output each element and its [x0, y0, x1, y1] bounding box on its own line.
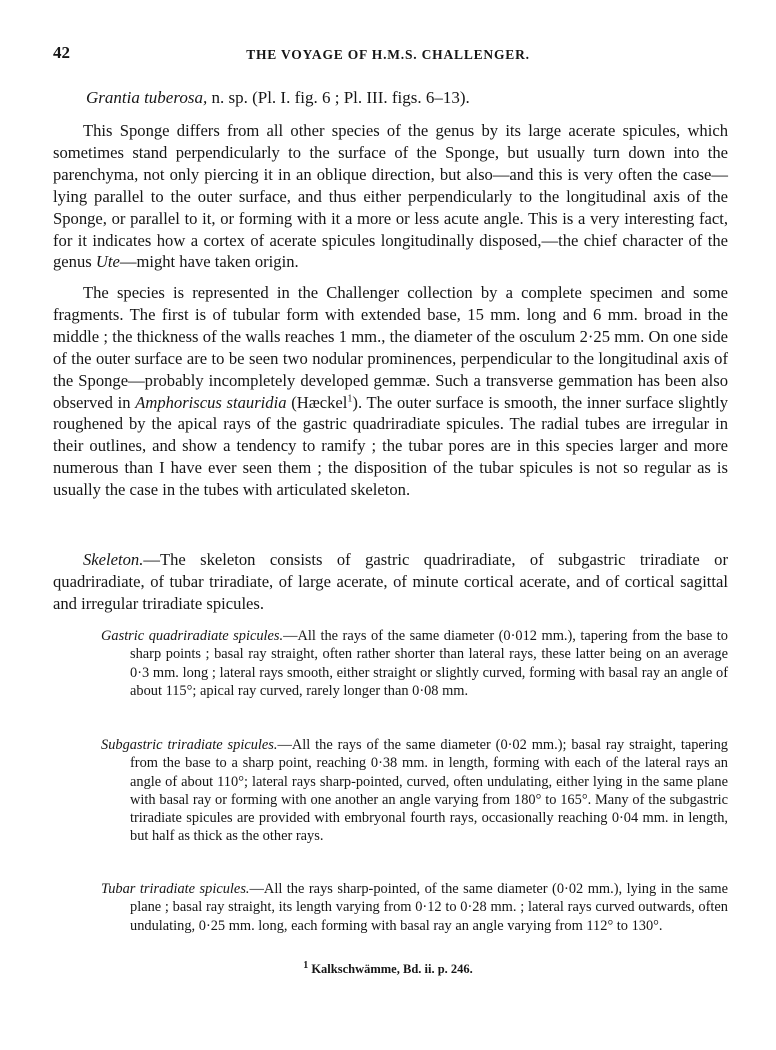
footnote-mark: 1: [303, 959, 309, 971]
tubar-spicules-text: —All the rays sharp-pointed, of the same diameter (0·02 mm.), lying in the same plane ; basal ray straight, its length varying from 0·12 to 0·28 mm. ; lateral rays curved outwards, often undulating, 0·25 mm. long, each forming with basal ray an angle varying from 112° to 130°.: [130, 881, 729, 934]
gastric-spicules-label: Gastric quadriradiate spicules.: [101, 628, 284, 644]
paragraph-1-text: This Sponge differs from all other species of the genus by its large acerate spicules, which sometimes stand perpendicularly to the surface of the Sponge, but usually turn down into the parenchyma, not only piercing it in an oblique direction, but also—and this is very often the case—lying parallel to the outer surface, and thus either perpendicularly to the longitudinal axis of the Sponge, or parallel to it, or forming with it a more or less acute angle. This is a very interesting fact, for it indicates how a cortex of acerate spicules longitudinally disposed,—the chief character of the genus: [53, 121, 728, 272]
tubar-spicules-entry: [101, 880, 728, 935]
species-heading-rest: n. sp. (Pl. I. fig. 6 ; Pl. III. figs. 6–13).: [207, 88, 470, 107]
running-title: THE VOYAGE OF H.M.S. CHALLENGER.: [246, 47, 530, 62]
gastric-spicules-text: —All the rays of the same diameter (0·012 mm.), tapering from the base to sharp points ; basal ray straight, often rather shorter than lateral rays, these latter being on an average 0·3 mm. long ; lateral rays smooth, either straight or slightly curved, forming with basal ray an angle of about 115°; apical ray curved, rarely longer than 0·08 mm.: [130, 628, 728, 699]
paragraph-2-text-b: (Hæckel: [286, 392, 348, 412]
subgastric-spicules-entry: [101, 736, 728, 846]
genus-name: Ute: [95, 252, 120, 272]
subgastric-spicules-label: Subgastric triradiate spicules.: [101, 737, 278, 753]
paragraph-skeleton: [53, 549, 728, 615]
species-heading: [86, 88, 470, 108]
paragraph-description: [53, 120, 728, 273]
footnote-text: Kalkschwämme, Bd. ii. p. 246.: [308, 962, 473, 976]
gastric-spicules-entry: [101, 627, 728, 700]
footnote-reference: 1: [347, 393, 353, 404]
tubar-spicules-label: Tubar triradiate spicules.: [101, 881, 250, 897]
footnote: [0, 959, 776, 977]
page-number: 42: [53, 43, 70, 62]
skeleton-text: —The skeleton consists of gastric quadriradiate, of subgastric triradiate or quadriradiate, of tubar triradiate, of large acerate, of minute cortical acerate, and of cortical sagittal and irregular triradiate spicules.: [53, 550, 728, 613]
subgastric-spicules-text: —All the rays of the same diameter (0·02 mm.); basal ray straight, tapering from the base to a sharp point, reaching 0·38 mm. in length, forming with each of the lateral rays an angle of about 110°; lateral rays sharp-pointed, curved, often undulating, either lying in the same plane with basal ray or forming with one another an angle varying from 180° to 165°. Many of the subgastric triradiate spicules are provided with embryonal fourth rays, occasionally reaching 0·04 mm. in length, but half as thick as the other rays.: [130, 737, 728, 845]
referenced-species: Amphoriscus stauridia: [135, 392, 287, 412]
skeleton-label: Skeleton.: [83, 550, 144, 569]
paragraph-2-text-a: The species is represented in the Challenger collection by a complete specimen and some fragments. The first is of tubular form with extended base, 15 mm. long and 6 mm. broad in the middle ; the thickness of the walls reaches 1 mm., the diameter of the osculum 2·25 mm. On one side of the outer surface are to be seen two nodular prominences, perpendicular to the longitudinal axis of the Sponge—probably incompletely developed gemmæ. Such a transverse gemmation has been also observed in: [53, 283, 728, 412]
paragraph-2-text-c: ). The outer surface is smooth, the inner surface slightly roughened by the apical rays of the gastric quadriradiate spicules. The radial tubes are irregular in their outlines, and show a tendency to ramify ; the tubar pores are in this species larger and more numerous than I have ever seen them ; the disposition of the tubar spicules is not so regular as is usually the case in the tubes with articulated skeleton.: [53, 392, 728, 500]
species-name: Grantia tuberosa,: [86, 88, 208, 107]
paragraph-1-end: —might have taken origin.: [119, 252, 299, 272]
paragraph-specimen: [53, 282, 728, 501]
